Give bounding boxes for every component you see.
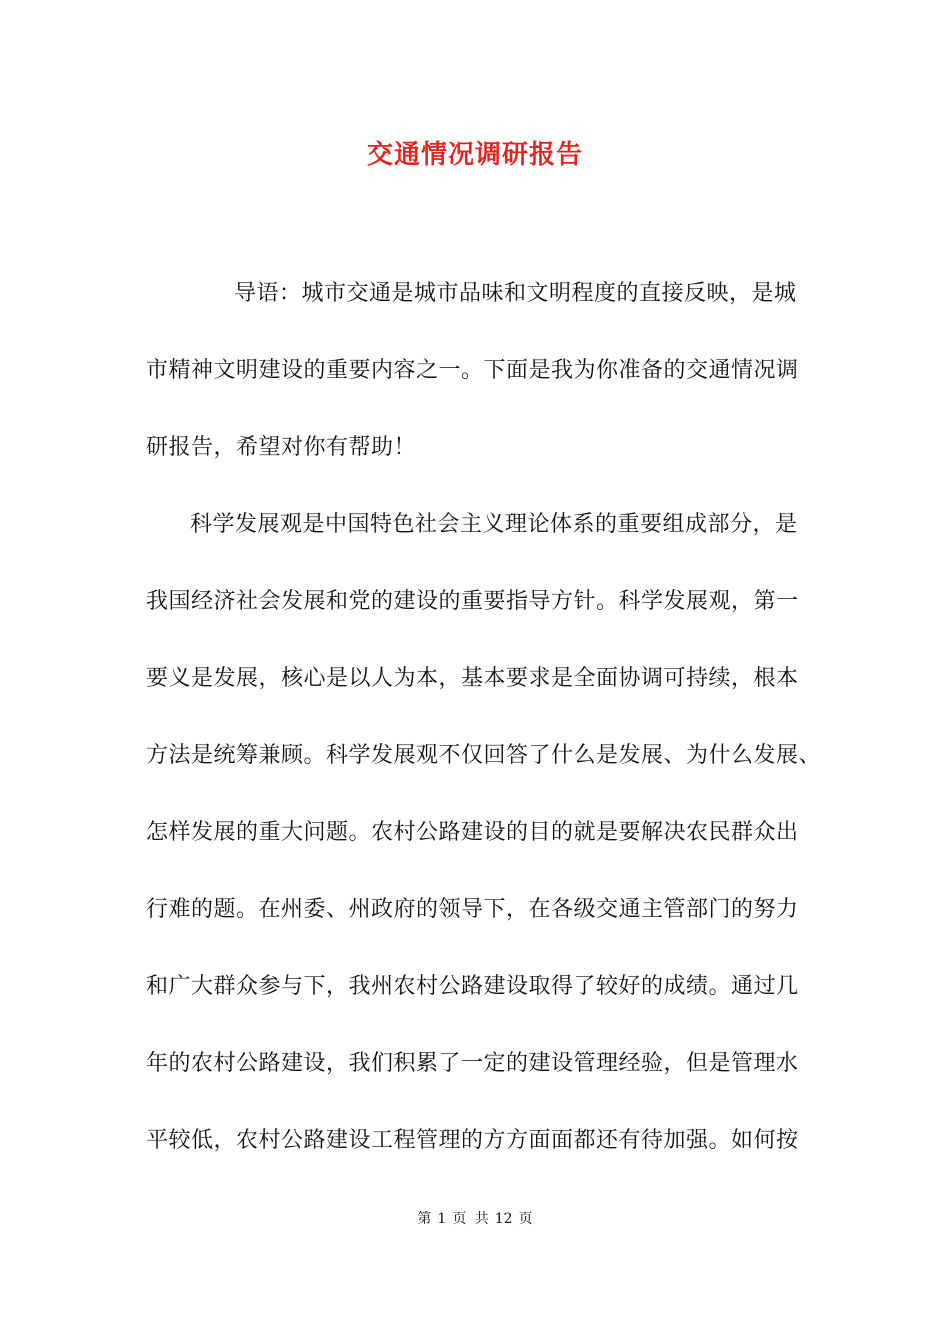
main-paragraph: [146, 486, 822, 1179]
main-line-5: 怎样发展的重大问题。农村公路建设的目的就是要解决农民群众出: [146, 820, 799, 845]
main-line-3: 要义是发展，核心是以人为本，基本要求是全面协调可持续，根本: [146, 666, 799, 691]
footer-total-pages: 12: [494, 1211, 513, 1227]
main-line-8: 年的农村公路建设，我们积累了一定的建设管理经验，但是管理水: [146, 1051, 799, 1076]
footer-prefix: 第: [417, 1211, 432, 1227]
main-line-4: 方法是统筹兼顾。科学发展观不仅回答了什么是发展、为什么发展、: [146, 743, 822, 768]
footer-mid: 页 共: [452, 1211, 489, 1227]
document-title: 交通情况调研报告: [366, 140, 583, 170]
main-line-9: 平较低，农村公路建设工程管理的方方面面都还有待加强。如何按: [146, 1128, 799, 1153]
page-footer: [0, 1208, 950, 1228]
main-line-7: 和广大群众参与下，我州农村公路建设取得了较好的成绩。通过几: [146, 974, 799, 999]
footer-suffix: 页: [518, 1211, 533, 1227]
main-line-1: 科学发展观是中国特色社会主义理论体系的重要组成部分，是: [190, 512, 798, 537]
intro-line-3: 研报告，希望对你有帮助！: [146, 435, 417, 460]
intro-line-2: 市精神文明建设的重要内容之一。下面是我为你准备的交通情况调: [146, 358, 799, 383]
footer-current-page: 1: [437, 1211, 447, 1227]
main-line-2: 我国经济社会发展和党的建设的重要指导方针。科学发展观，第一: [146, 589, 799, 614]
main-line-6: 行难的题。在州委、州政府的领导下，在各级交通主管部门的努力: [146, 897, 799, 922]
intro-paragraph: [146, 255, 806, 486]
intro-line-1: 导语：城市交通是城市品味和文明程度的直接反映，是城: [234, 281, 797, 306]
